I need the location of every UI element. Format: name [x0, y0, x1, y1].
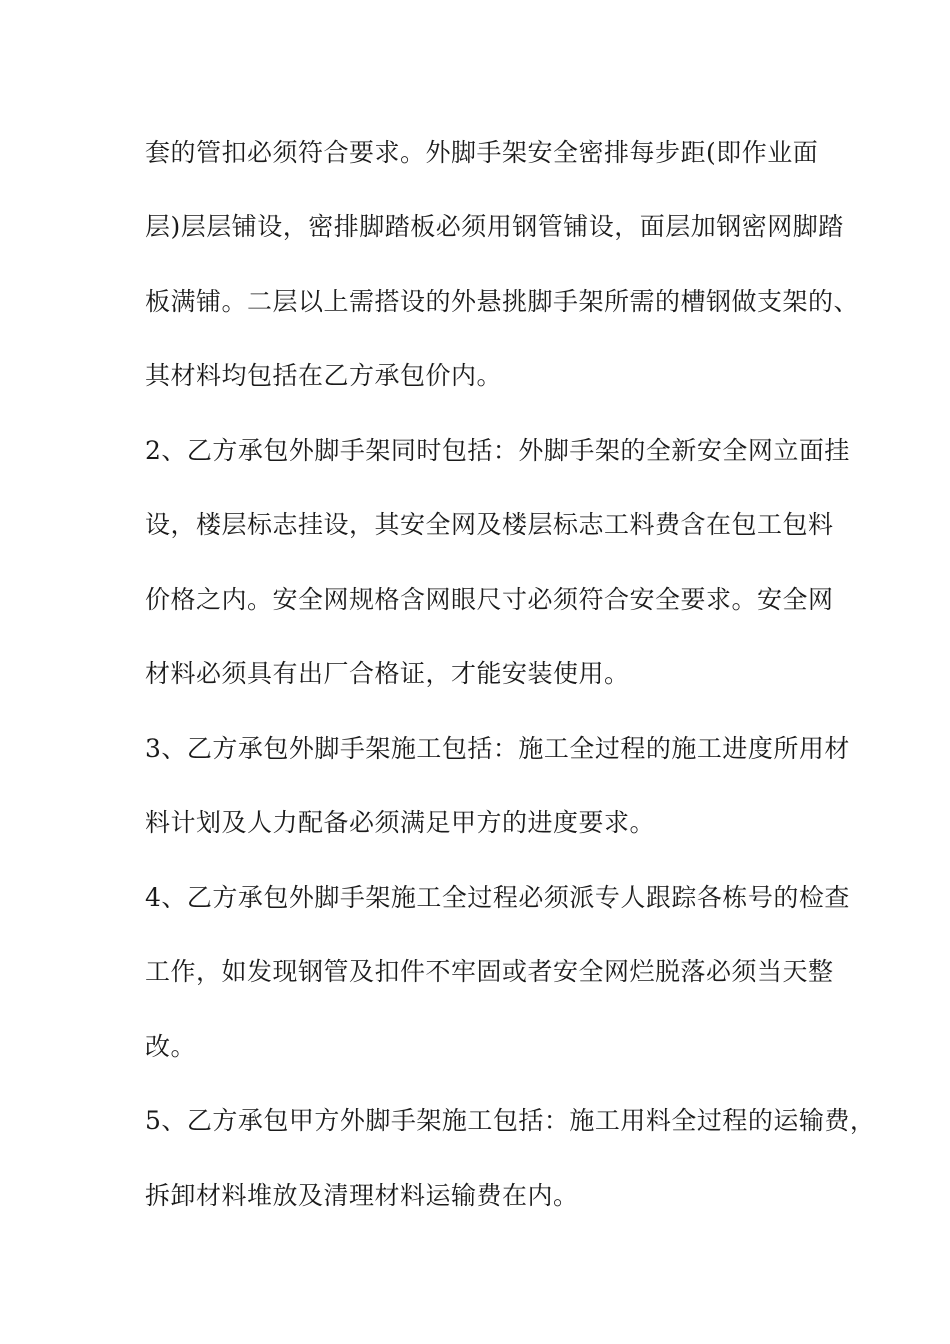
text-line-14: 5、乙方承包甲方外脚手架施工包括：施工用料全过程的运输费， [145, 1106, 876, 1135]
text-line-4: 其材料均包括在乙方承包价内。 [145, 361, 503, 390]
text-line-8: 材料必须具有出厂合格证，才能安装使用。 [145, 659, 630, 688]
text-line-6: 设，楼层标志挂设，其安全网及楼层标志工料费含在包工包料 [145, 510, 834, 539]
text-line-3: 板满铺。二层以上需搭设的外悬挑脚手架所需的槽钢做支架的、 [145, 287, 860, 316]
text-line-11: 4、乙方承包外脚手架施工全过程必须派专人跟踪各栋号的检查 [145, 883, 850, 912]
text-line-2: 层)层层铺设，密排脚踏板必须用钢管铺设，面层加钢密网脚踏 [145, 212, 844, 241]
text-line-9: 3、乙方承包外脚手架施工包括：施工全过程的施工进度所用材 [145, 734, 850, 763]
text-line-12: 工作，如发现钢管及扣件不牢固或者安全网烂脱落必须当天整 [145, 957, 834, 986]
text-line-15: 拆卸材料堆放及清理材料运输费在内。 [145, 1181, 579, 1210]
text-line-10: 料计划及人力配备必须满足甲方的进度要求。 [145, 808, 656, 837]
text-line-7: 价格之内。安全网规格含网眼尺寸必须符合安全要求。安全网 [145, 585, 834, 614]
text-line-1: 套的管扣必须符合要求。外脚手架安全密排每步距(即作业面 [145, 138, 819, 167]
text-line-13: 改。 [145, 1032, 197, 1061]
text-line-5: 2、乙方承包外脚手架同时包括：外脚手架的全新安全网立面挂 [145, 436, 850, 465]
